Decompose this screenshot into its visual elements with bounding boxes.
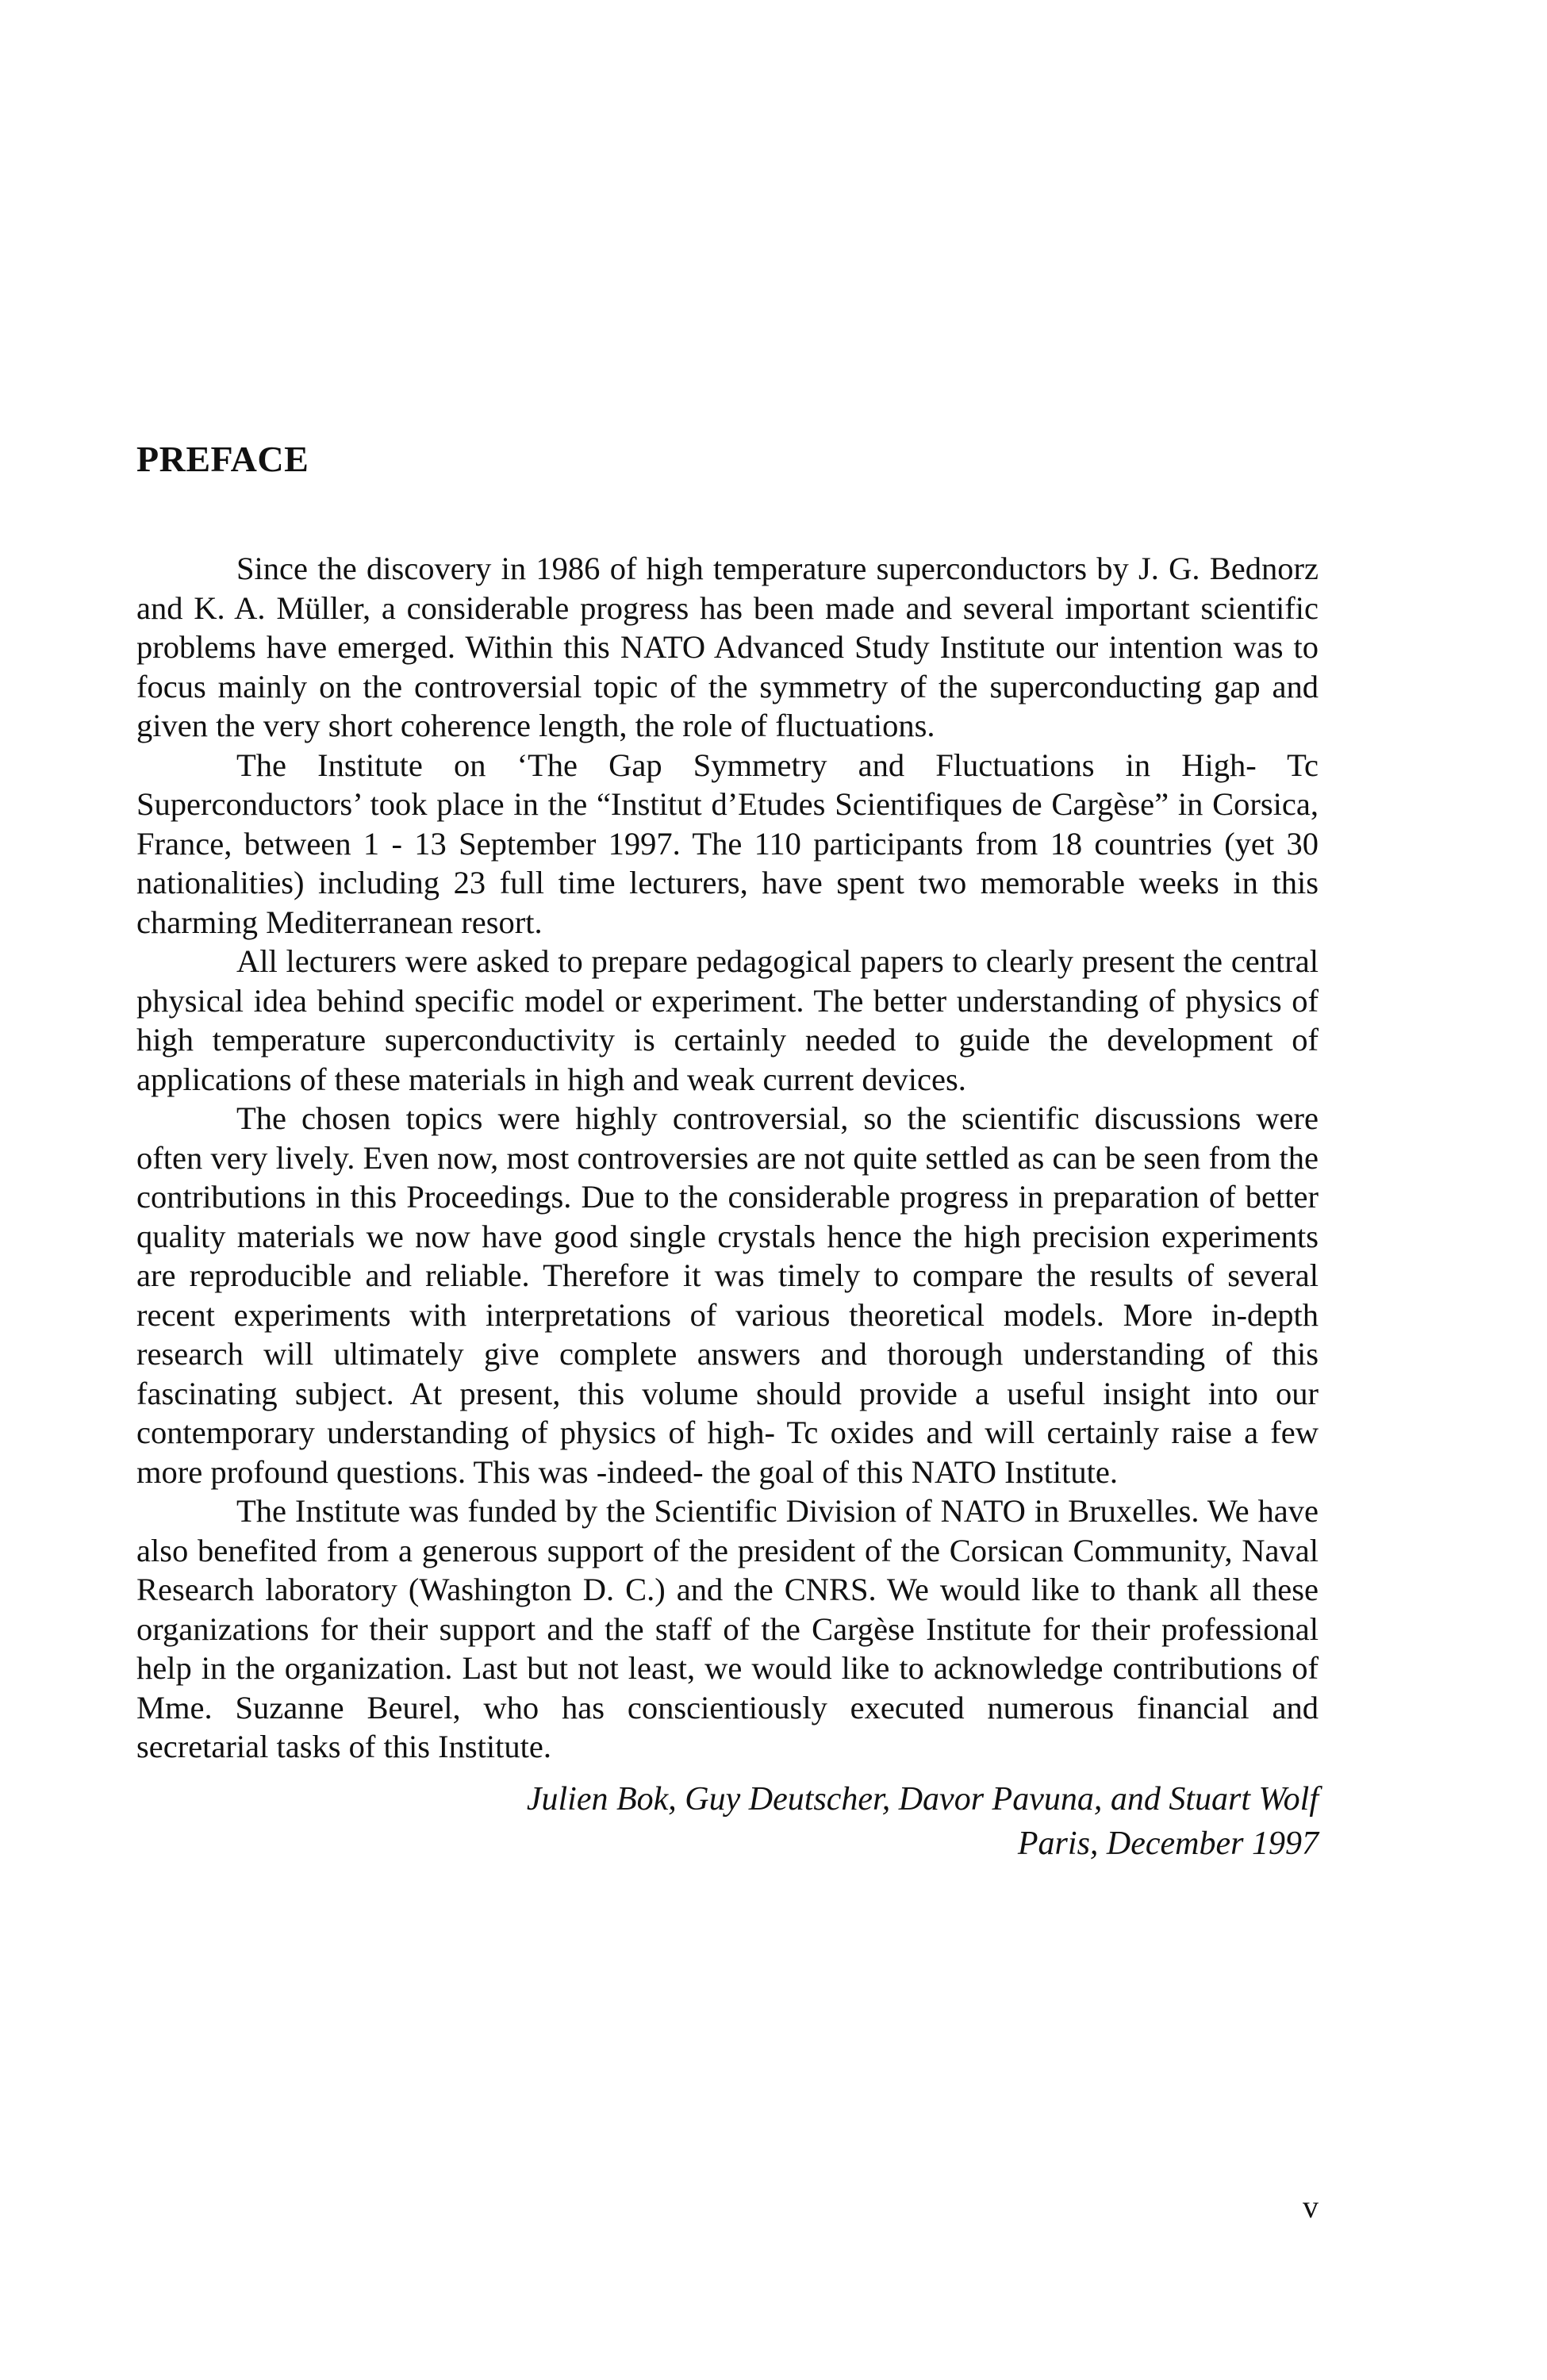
- preface-body: [136, 549, 1319, 1767]
- paragraph-institute: The Institute on ‘The Gap Symmetry and Fluctuations in High- Tc Superconductors’ took place in the “Institut d’Etudes Scientifiques de Cargèse” in Corsica, France, between 1 - 13 September 1997. The 110 participants from 18 countries (yet 30 nationalities) including 23 full time lecturers, have spent two memorable weeks in this charming Mediterranean resort.: [136, 747, 1319, 940]
- signature-block: [527, 1777, 1319, 1866]
- paragraph-lecturers: All lecturers were asked to prepare pedagogical papers to clearly present the central physical idea behind specific model or experiment. The better understanding of physics of high temperature superconductivity is certainly needed to guide the development of applications of these materials in high and weak current devices.: [136, 943, 1319, 1097]
- page-title: PREFACE: [136, 439, 309, 479]
- paragraph-discovery: Since the discovery in 1986 of high temperature superconductors by J. G. Bednorz and K. A. Müller, a considerable progress has been made and several important scientific problems have emerged. Within this NATO Advanced Study Institute our intention was to focus mainly on the controversial topic of the symmetry of the superconducting gap and given the very short coherence length, the role of fluctuations.: [136, 551, 1319, 743]
- page-number: v: [1303, 2189, 1319, 2225]
- paragraph-topics: The chosen topics were highly controversial, so the scientific discussions were often very lively. Even now, most controversies are not quite settled as can be seen from the contributions in this Proceedings. Due to the considerable progress in preparation of better quality materials we now have good single crystals hence the high precision experiments are reproducible and reliable. Therefore it was timely to compare the results of several recent experiments with interpretations of various theoretical models. More in-depth research will ultimately give complete answers and thorough understanding of this fascinating subject. At present, this volume should provide a useful insight into our contemporary understanding of physics of high- Tc oxides and will certainly raise a few more profound questions. This was -indeed- the goal of this NATO Institute.: [136, 1100, 1319, 1490]
- signature-authors: Julien Bok, Guy Deutscher, Davor Pavuna, and Stuart Wolf: [526, 1781, 1319, 1818]
- signature-place-date: Paris, December 1997: [1017, 1825, 1319, 1862]
- paragraph-funding: The Institute was funded by the Scientific Division of NATO in Bruxelles. We have also benefited from a generous support of the president of the Corsican Community, Naval Research laboratory (Washington D. C.) and the CNRS. We would like to thank all these organizations for their support and the staff of the Cargèse Institute for their professional help in the organization. Last but not least, we would like to acknowledge contributions of Mme. Suzanne Beurel, who has conscientiously executed numerous financial and secretarial tasks of this Institute.: [136, 1493, 1319, 1764]
